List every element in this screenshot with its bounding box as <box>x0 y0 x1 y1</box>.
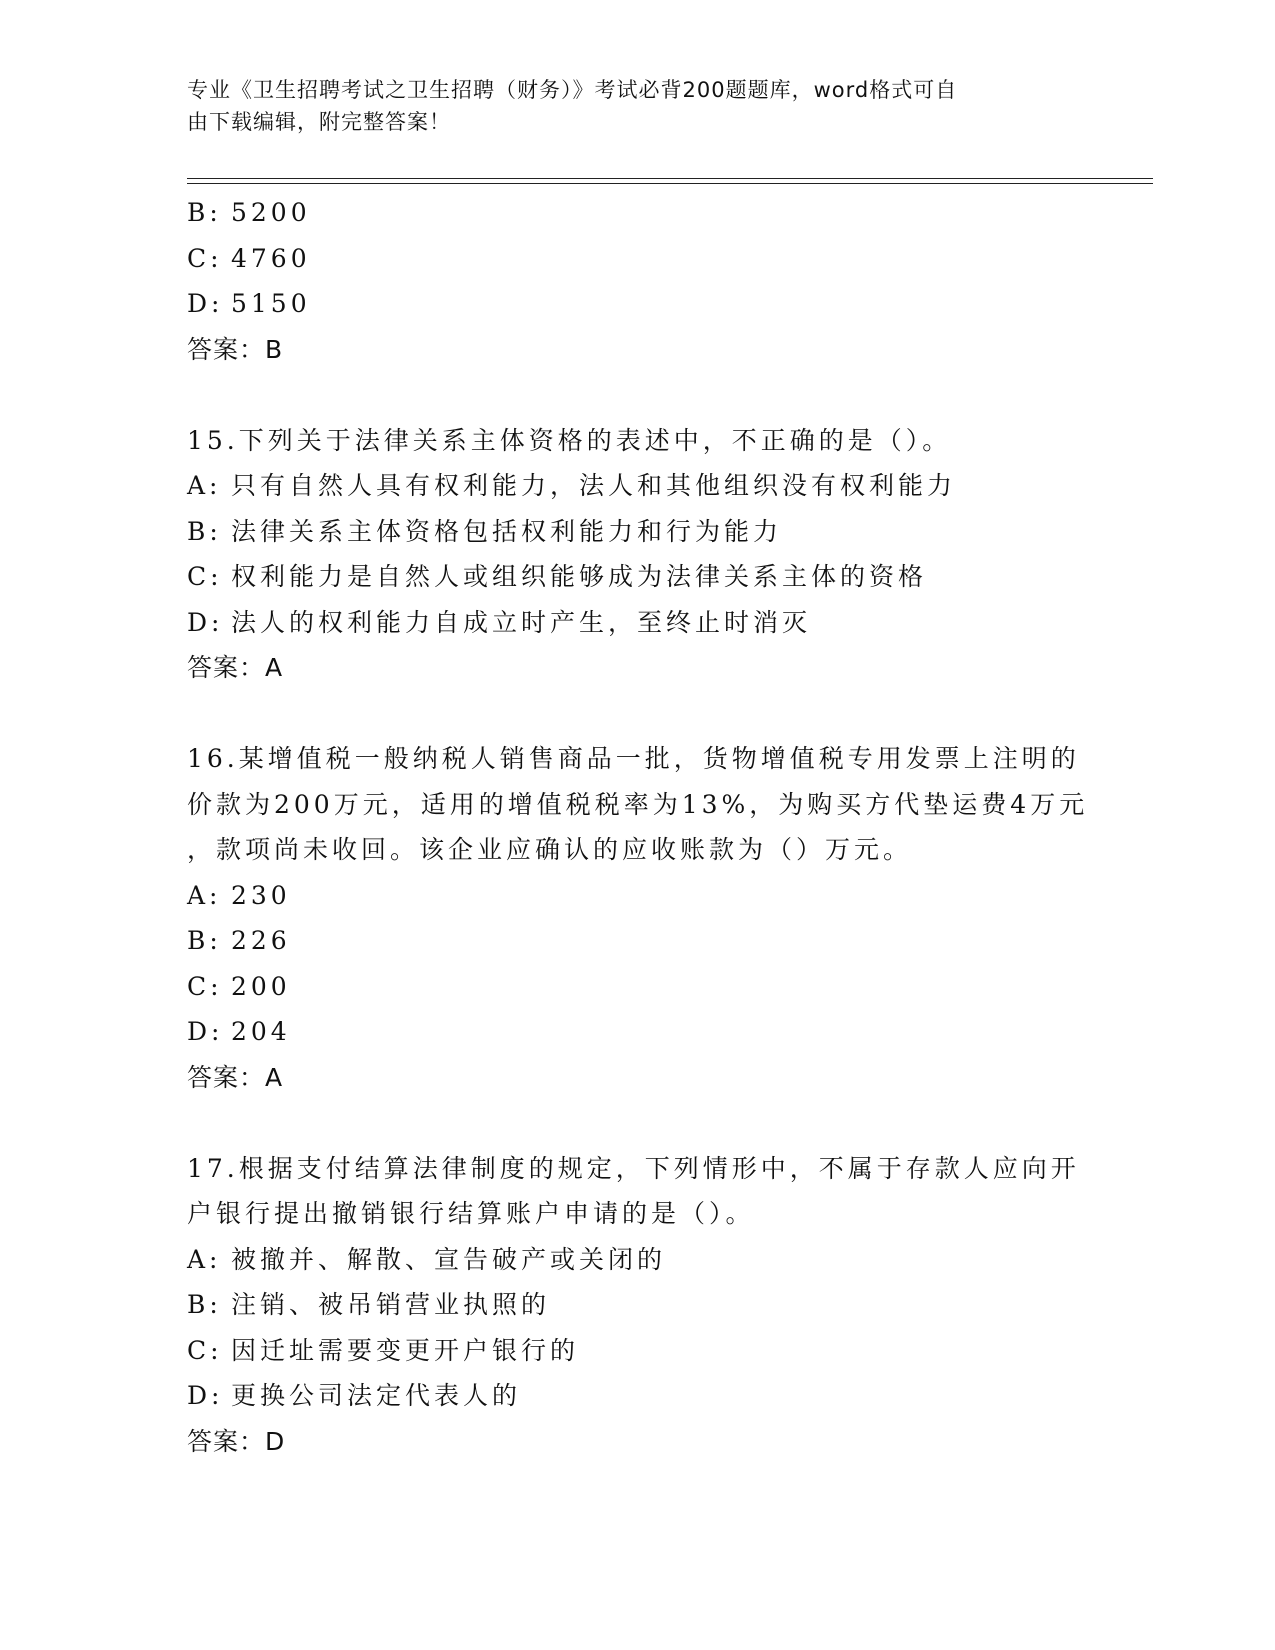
question-17 <box>187 1146 1087 1465</box>
question-stem: 16.某增值税一般纳税人销售商品一批，货物增值税专用发票上注明的 <box>187 744 1080 773</box>
question-stem: 15.下列关于法律关系主体资格的表述中，不正确的是（）。 <box>187 425 952 455</box>
document-body <box>187 190 1087 1464</box>
option-d: D: 204 <box>187 1017 291 1046</box>
header-line-1: 专业《卫生招聘考试之卫生招聘（财务）》考试必背200题题库，word格式可自 <box>187 78 958 102</box>
option-c: C: 4760 <box>187 243 311 273</box>
document-header <box>187 74 1067 138</box>
option-d: D: 更换公司法定代表人的 <box>187 1381 522 1410</box>
option-b: B: 法律关系主体资格包括权利能力和行为能力 <box>187 516 783 546</box>
question-16 <box>187 736 1087 1100</box>
question-15 <box>187 418 1087 691</box>
prev-question-block <box>187 190 1087 372</box>
option-a: A: 230 <box>187 880 291 910</box>
option-c: C: 200 <box>187 971 291 1001</box>
option-b: B: 226 <box>187 926 291 955</box>
question-stem: 价款为200万元，适用的增值税税率为13%，为购买方代垫运费4万元 <box>187 789 1089 819</box>
answer-line: 答案：B <box>187 334 284 364</box>
question-stem: ，款项尚未收回。该企业应确认的应收账款为（）万元。 <box>187 835 913 864</box>
option-a: A: 被撤并、解散、宣告破产或关闭的 <box>187 1244 667 1274</box>
option-d: D: 5150 <box>187 289 311 318</box>
answer-line: 答案：A <box>187 1062 284 1092</box>
header-divider-top <box>187 178 1153 179</box>
header-divider-bottom <box>187 183 1153 184</box>
header-line-2: 由下载编辑，附完整答案！ <box>187 110 451 134</box>
option-c: C: 权利能力是自然人或组织能够成为法律关系主体的资格 <box>187 562 928 591</box>
question-stem: 17.根据支付结算法律制度的规定，下列情形中，不属于存款人应向开 <box>187 1153 1080 1183</box>
answer-line: 答案：A <box>187 653 284 682</box>
option-b: B: 注销、被吊销营业执照的 <box>187 1290 551 1319</box>
question-stem: 户银行提出撤销银行结算账户申请的是（）。 <box>187 1199 755 1228</box>
option-a: A: 只有自然人具有权利能力，法人和其他组织没有权利能力 <box>187 471 957 500</box>
option-b: B: 5200 <box>187 198 311 227</box>
answer-line: 答案：D <box>187 1426 286 1456</box>
option-d: D: 法人的权利能力自成立时产生，至终止时消灭 <box>187 607 812 637</box>
option-c: C: 因迁址需要变更开户银行的 <box>187 1335 580 1365</box>
